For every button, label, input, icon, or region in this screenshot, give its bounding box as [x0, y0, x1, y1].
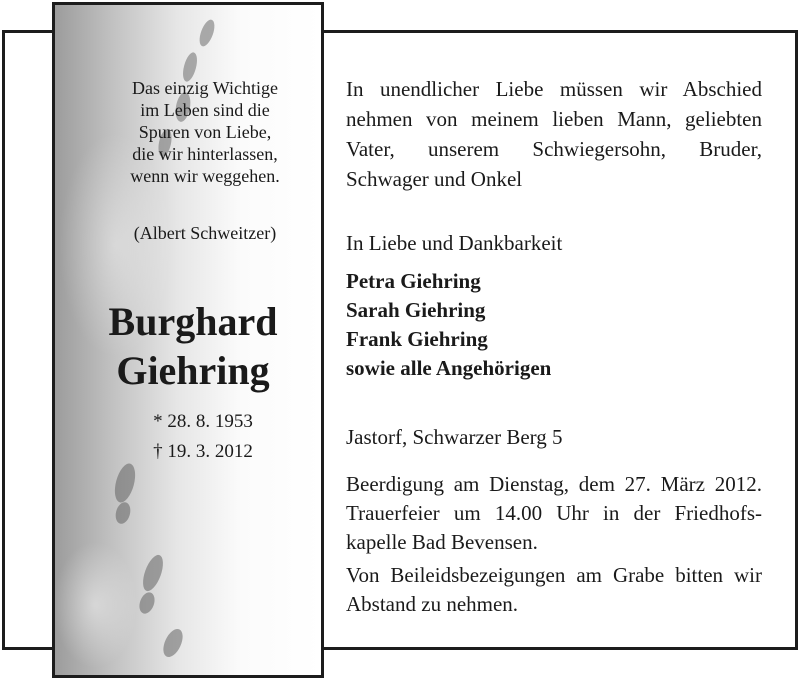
- funeral-details: Beerdigung am Dienstag, dem 27. März 2012. Trauerfeier um 14.00 Uhr in der Friedhofskapelle Bad Bevensen.: [346, 472, 762, 554]
- mourner-name: Frank Giehring: [346, 327, 488, 351]
- mourners-list: [346, 267, 762, 383]
- condolence-note: Von Beileidsbezeigungen am Grabe bitten wir Abstand zu nehmen.: [346, 563, 762, 616]
- deceased-first-name: Burghard: [108, 299, 278, 344]
- mourner-name: sowie alle Angehörigen: [346, 356, 552, 380]
- quote-line: Das einzig Wichtige: [132, 78, 278, 98]
- life-dates: [93, 407, 313, 467]
- quote-line: Spuren von Liebe,: [138, 122, 272, 142]
- deceased-last-name: Giehring: [116, 348, 270, 393]
- quote: [95, 77, 315, 187]
- quote-line: im Leben sind die: [140, 100, 270, 120]
- footprint-photo-panel: [52, 2, 324, 678]
- quote-line: die wir hinterlassen,: [132, 144, 278, 164]
- deceased-name: [75, 297, 311, 395]
- closing-line: In Liebe und Dankbarkeit: [346, 231, 563, 255]
- family-address: Jastorf, Schwarzer Berg 5: [346, 425, 563, 449]
- birth-date: * 28. 8. 1953: [153, 411, 253, 432]
- mourner-name: Petra Giehring: [346, 269, 481, 293]
- quote-line: wenn wir weggehen.: [130, 166, 280, 186]
- death-date: † 19. 3. 2012: [153, 441, 253, 462]
- announcement-text: In unendlicher Liebe müssen wir Abschied nehmen von meinem lieben Mann, geliebten Vater, unserem Schwiegersohn, Bruder, Schwager und Onkel: [346, 77, 762, 191]
- quote-attribution: (Albert Schweitzer): [133, 223, 277, 243]
- mourner-name: Sarah Giehring: [346, 298, 486, 322]
